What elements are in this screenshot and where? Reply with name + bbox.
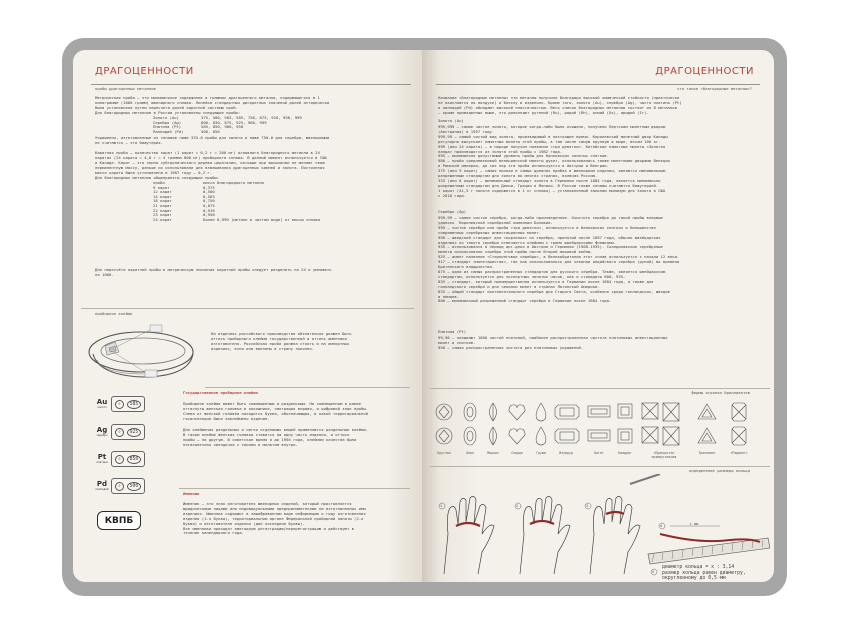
divider xyxy=(436,84,760,85)
divider xyxy=(91,84,411,85)
divider xyxy=(205,387,410,388)
cut-label: Триллиант xyxy=(698,451,716,455)
cut-baguette-icon xyxy=(588,406,610,441)
table-header: проба масса благородного металла xyxy=(153,180,264,185)
silver-title: Серебро (Ag) xyxy=(438,209,467,214)
hand-icon xyxy=(444,496,494,574)
section-title-hallmarks: пробы драгоценных металлов xyxy=(95,86,156,91)
step-number: 2 xyxy=(516,504,519,508)
metric-intro: Метрическая проба – это минимальное содержание в граммах драгоценного металла, содержащегося в 1 килограмме (1000 грамм) ювелирного сплава. Линейка стандартных дискретных значений долей исторически была установлена путем пересчета долей каратной системы проб. Для благородных металлов в России установлены следующие пробы: xyxy=(95,95,330,115)
cut-label: Маркиз xyxy=(487,451,499,455)
maker-mark-text: Именник – это знак изготовителя ювелирных изделий, который проставляется юридическими лицами или индивидуальными предпринимателями на изготовленных ими изделиях. Именник содержит в зашифрованном виде информацию о году изготовления изделия (1-я буква), территориальном органе Федеральной пробирной палаты (2-я буква) и изготовителе изделия (две последние буквы). Все именники проходят ежегодную регистрацию/перерегистрацию и действуют в течение календарного года. xyxy=(183,501,366,536)
stamp-gold: Au золото ☺ 585 xyxy=(93,396,145,412)
stamp-platinum: Pt платина ☺ 850 xyxy=(93,451,145,467)
kokoshnik-head-icon: ☺ xyxy=(115,482,124,491)
kokoshnik-head-icon: ☺ xyxy=(115,428,124,437)
step-number: 4 xyxy=(660,524,663,528)
cut-radiant-icon xyxy=(732,403,746,445)
stamp-intro: На изделиях российского производства обязательно должен быть оттиск пробирного клейма государственной и оттиск именника изготовителя. Российская проба должна стоять и на импортных изделиях, если они ввезены в страну законно. xyxy=(211,331,352,351)
carat-table xyxy=(153,181,320,222)
table-row: 9 карат 0,375 xyxy=(153,184,215,190)
cut-pear-icon xyxy=(536,403,546,445)
cut-label: Груша xyxy=(536,451,546,455)
ring-size-illustration xyxy=(430,474,770,578)
kokoshnik-head-icon: ☺ xyxy=(115,455,124,464)
noble-metals-intro: Название «благородные металлы» эти металлы получили благодаря высокой химической стойкости (практически не окисляются на воздухе) и блеску в изделиях. Кроме того, золото (Au), серебро (Ag), часто платина (Pt) и палладий (Pd) обладают высокой пластичностью. Весь список благородных металлов состоит из 8 металлов – кроме приведенных выше, это дополняют рутений (Ru), родий (Rh), осмий (Os), иридий (Ir). xyxy=(438,95,682,115)
cut-label: Багет xyxy=(594,451,604,455)
ruler-length-label: L мм xyxy=(690,522,699,526)
table-row: 18 карат 0,750 xyxy=(153,198,215,204)
metric-table xyxy=(153,116,302,134)
cut-label: Круглая xyxy=(437,451,451,455)
section-title-stamp: пробирное клеймо xyxy=(95,311,133,316)
page-title: ДРАГОЦЕННОСТИ xyxy=(95,66,194,77)
maker-mark-title: Именник xyxy=(183,491,200,496)
table-row: 12 карат 0,500 xyxy=(153,189,215,195)
table-row: 21 карат 0,875 xyxy=(153,202,215,208)
section-divider xyxy=(430,466,770,467)
gold-title: Золото (Au) xyxy=(438,118,464,123)
maker-mark-example: КВПБ xyxy=(97,511,141,530)
cut-label: «Принцесса» прямоугольная xyxy=(651,451,677,459)
cut-square-icon xyxy=(618,404,632,443)
section-title-ring-size: определение размера кольца xyxy=(689,468,750,473)
hallmark-title: Государственное пробирное клеймо xyxy=(183,390,258,395)
carat-intro: Каратная проба – количество карат (1 карат = 0,2 г = 200 мг) основного благородного металла в 24 каратах (24 карата = 4,8 г = 4 грамма 800 мг) пробирного сплава. В данный момент используется в США и Канаде. Карат – это зерна субтропического дерева цератонии, которые при высыхании не меняют свою перманентную массу, раньше их использовали для взвешивания драгоценных камней и золота. Постоянная масса карата была установлена в 1907 году – 0,2 г. Для благородных металлов общеприняты следующие пробы: xyxy=(95,150,327,180)
table-row: 22 карат 0,916 xyxy=(153,207,215,213)
cut-heart-icon xyxy=(509,405,525,444)
step-number: 5 xyxy=(652,570,655,574)
cut-label: Квадрат xyxy=(618,451,632,455)
table-row: Золото (Au) 375, 500, 583, 585, 750, 875, 916, 958, 999 xyxy=(153,115,302,120)
kokoshnik-head-icon: ☺ xyxy=(115,400,124,409)
page-title: ДРАГОЦЕННОСТИ xyxy=(655,66,754,77)
step-number: 1 xyxy=(440,504,443,508)
platinum-text: 99,96 – называют 1000 чистой платиной, наиболее распространенная чистота платиновых инвестиционных монет и слитков. 950 – самая распространенная чистота для платиновых украшений. xyxy=(438,335,668,350)
step-number: 3 xyxy=(586,504,589,508)
cut-label: Сердце xyxy=(511,451,523,455)
section-title-noble-metals: что такое «благородные металлы»? xyxy=(677,86,752,91)
cut-round-icon xyxy=(436,404,452,444)
carat-convert-note: Для пересчёта каратной пробы в метрическую значения каратной пробы следует разделить на 24 и умножить на 1000. xyxy=(95,267,332,277)
right-page xyxy=(422,50,774,582)
hand-icon xyxy=(520,496,570,574)
cut-oval-icon xyxy=(464,403,476,445)
table-row: 14 карат 0,583 xyxy=(153,193,215,199)
stamp-silver: Ag серебро ☺ 925 xyxy=(93,424,145,440)
silver-text: 999,99 – самое чистое серебро, когда-либо произведенное. Очистить серебро до такой пробы впервые удалось Королевской серебряной компании Боливии. 999 – чистое серебро или проба «три девятки», используется в банковских слитках и большинстве современных серебряных инвестиционных монет. 958 – шведский стандарт для «корзинок» из серебра, принятый после 1697 года, обычно швейцарских изделиях из такого серебра отмечается клеймом с тремя швейцарскими флажками. 935 – использовался в период арт-деко в Австрии и Германии (1908-1935). Скандинавские серебряные монеты использовали серебро этой пробы после Второй мировой войны. 925 – имеет название «Стерлинговое серебро», в Великобритании этот сплав используется с начала 12 века. 917 – стандарт «монетаристов», так как использовалось для чеканки индийского серебра (рупий) во времена Британского владычества. 875 – одна из самых распространенных стандартов для русского серебра. Также, является швейцарским стандартом, используется для экспортных золотых часов, как и стандарты 800, 935. 835 – стандарт, который преимущественно используется в Германии после 1884 года, а также для голландского серебра и для чеканки монет в странах Латинской Америки. 833 – общий стандарт континентального серебра для Старого Света, особенно среди голландских, шведов и немцев. 800 – минимальный разрешенный стандарт серебра в Германии после 1884 года. xyxy=(438,215,680,304)
hallmark-text-separate: Для клеймения раздельных и легко отделимых вещей применяются раздельные клейма. В таком клейме женская головка ставится на одну часть изделия, а оттиск пробы – на другую. В советское время и до 1994 года, клеймом качества была пятиконечная звездочка с серпом и молотом внутри. xyxy=(183,427,369,447)
section-divider xyxy=(81,308,414,309)
cut-trilliant-icon xyxy=(698,404,716,443)
table-row: Платина (Pt) 585, 850, 900, 950 xyxy=(153,124,244,130)
gold-text: 999,999 – самое чистое золото, которое когда-либо было очищено, получено Пертским монетным двором (Австралия) в 1957 году. 999,99 – самый чистый вид золота, производимый в настоящее время. Королевский монетный двор Канады регулярно выпускает памятные монеты этой пробы, в том числе самую крупную в мире, весом 100 кг. 999 (или 24 карата) – в народе получил название «три девятки». Китайские памятные монеты «Золотая панда» производятся из золота этой пробы с 1982 года. 995 – минимально допустимый уровень пробы для банковских золотых слитков. 986 – проба средневековой венецианской монеты дукат, использовалась также монетными дворами Венеции и Римской империи, до сих пор эта проба используется в Австрии и Венгрии. 375 (или 9 карат) – самая низкая в самых древних пробах в ювелирном изделии, являются минимальным разрешенным стандартом для золота во многих странах, включая Россию. 333 (или 8 карат) – минимальный стандарт золота в Германии после 1884 года, является минимально разрешенным стандартом для Дании, Греции и Монако. В России также сплавы считаются бижутерией. 1 карат (41,5 г золота содержится в 1 кг сплава) – установленный законом минимум для золота в США с 2010 года. xyxy=(438,124,670,198)
table-row: Палладий (Pd) 500, 850 xyxy=(153,128,220,134)
ring-size-formula: диаметр кольца = x : 3,14 размер кольца равен диаметру, округленному до 0,5 мм xyxy=(662,565,746,582)
cut-princess-icon xyxy=(642,403,679,445)
stamp-palladium: Pd палладий ☺ 500 xyxy=(93,478,145,494)
ring-illustration xyxy=(85,322,200,382)
platinum-title: Платина (Pt) xyxy=(438,329,467,334)
cut-label: Изумруд xyxy=(559,451,573,455)
left-page xyxy=(73,50,422,582)
cut-label: «Радиант» xyxy=(730,451,748,455)
table-row: 24 карат Более 0,999 (металл в чистом виде) от массы сплава xyxy=(153,216,321,222)
cut-label: Овал xyxy=(466,451,474,455)
table-row: 23 карат 0,958 xyxy=(153,212,215,218)
divider xyxy=(179,488,410,489)
section-title-cuts: формы огранки бриллиантов xyxy=(691,390,750,395)
cut-marquise-icon xyxy=(490,403,497,445)
table-row: Серебро (Ag) 800, 830, 875, 925, 960, 999 xyxy=(153,119,267,125)
hallmark-text: Пробирное клеймо может быть совмещенным и раздельным. На совмещенном в рамке оттиснуты женская головка в кокошнике, смотрящая вправо, и цифровой знак пробы. Слева от женской головки находится буква, обозначающая, в какой территориальной госинспекции было заклеймено изделие. xyxy=(183,401,369,421)
metric-note: Украшения, изготовленные из сплавов ниже 333-й пробы для золота и ниже 750-й для серебра, ювелирными не считаются – это бижутерия. xyxy=(95,135,330,145)
section-divider xyxy=(430,388,770,389)
diamond-cuts-illustration xyxy=(430,400,768,454)
cut-emerald-icon xyxy=(555,405,579,443)
ruler-icon xyxy=(648,526,770,564)
